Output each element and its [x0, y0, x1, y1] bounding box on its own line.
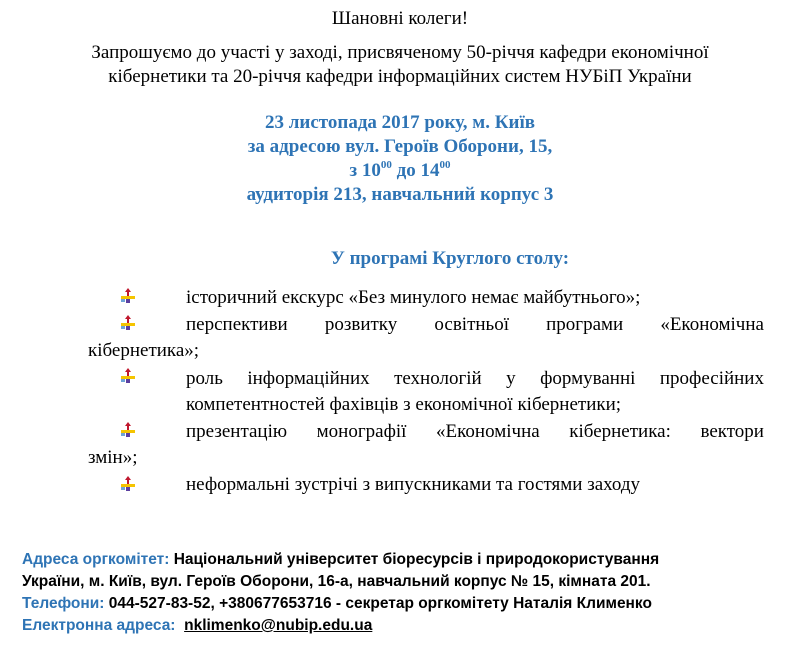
- time-to-label: до 14: [391, 160, 440, 181]
- program-item-3-line-2: компетентностей фахівців з економічної кібернетики;: [186, 394, 622, 415]
- program-item-4-line-2: змін»;: [88, 447, 138, 468]
- word: монографії: [316, 421, 407, 442]
- program-item-5: неформальні зустрічі з випускниками та гостями заходу: [186, 474, 641, 495]
- program-item-2-line-1: [186, 314, 764, 336]
- word: технологій: [394, 368, 482, 389]
- time-from-sup: 00: [380, 158, 392, 171]
- word: професійних: [659, 368, 764, 389]
- time-from-label: з 10: [349, 160, 381, 181]
- event-room: аудиторія 213, навчальний корпус 3: [246, 184, 554, 205]
- event-time: [0, 160, 800, 182]
- bullet-icon: [120, 476, 136, 492]
- program-item-3-line-1: [186, 368, 764, 390]
- word: роль: [186, 368, 223, 389]
- intro-line-1: Запрошуємо до участі у заході, присвяченому 50-річчя кафедри економічної: [91, 42, 709, 63]
- phones-value: 044-527-83-52, +380677653716 - секретар оргкомітету Наталія Клименко: [104, 595, 652, 612]
- event-address: за адресою вул. Героїв Оборони, 15,: [247, 136, 553, 157]
- word: програми: [546, 314, 624, 335]
- program-item-1: історичний екскурс «Без минулого немає майбутнього»;: [186, 287, 641, 308]
- footer-email: [22, 616, 372, 635]
- word: у: [506, 368, 516, 389]
- word: перспективи: [186, 314, 288, 335]
- footer-org-line-1: [22, 550, 659, 569]
- word: розвитку: [324, 314, 398, 335]
- word: освітньої: [434, 314, 509, 335]
- phones-label: Телефони:: [22, 595, 105, 612]
- word: вектори: [700, 421, 764, 442]
- word: «Економічна: [436, 421, 540, 442]
- word: кібернетика:: [569, 421, 671, 442]
- greeting: Шановні колеги!: [331, 8, 469, 29]
- footer-phones: [22, 594, 652, 613]
- program-item-2-line-2: кібернетика»;: [88, 340, 200, 361]
- bullet-icon: [120, 288, 136, 304]
- word: формуванні: [540, 368, 636, 389]
- bullet-icon: [120, 315, 136, 331]
- event-date-place: 23 листопада 2017 року, м. Київ: [265, 112, 535, 133]
- bullet-icon: [120, 422, 136, 438]
- bullet-icon: [120, 368, 136, 384]
- intro-line-2: кібернетики та 20-річчя кафедри інформаційних систем НУБіП України: [108, 66, 692, 87]
- footer-org-line-2: України, м. Київ, вул. Героїв Оборони, 16-а, навчальний корпус № 15, кімната 201.: [22, 573, 651, 590]
- email-link[interactable]: nklimenko@nubip.edu.ua: [184, 617, 373, 634]
- org-value-1: Національний університет біоресурсів і природокористування: [169, 551, 660, 568]
- time-to-sup: 00: [439, 158, 451, 171]
- word: презентацію: [186, 421, 288, 442]
- word: інформаційних: [247, 368, 370, 389]
- org-label: Адреса оргкомітет:: [22, 551, 170, 568]
- email-label: Електронна адреса:: [22, 617, 176, 634]
- program-heading: У програмі Круглого столу:: [330, 248, 570, 269]
- word: «Економічна: [660, 314, 764, 335]
- program-item-4-line-1: [186, 421, 764, 443]
